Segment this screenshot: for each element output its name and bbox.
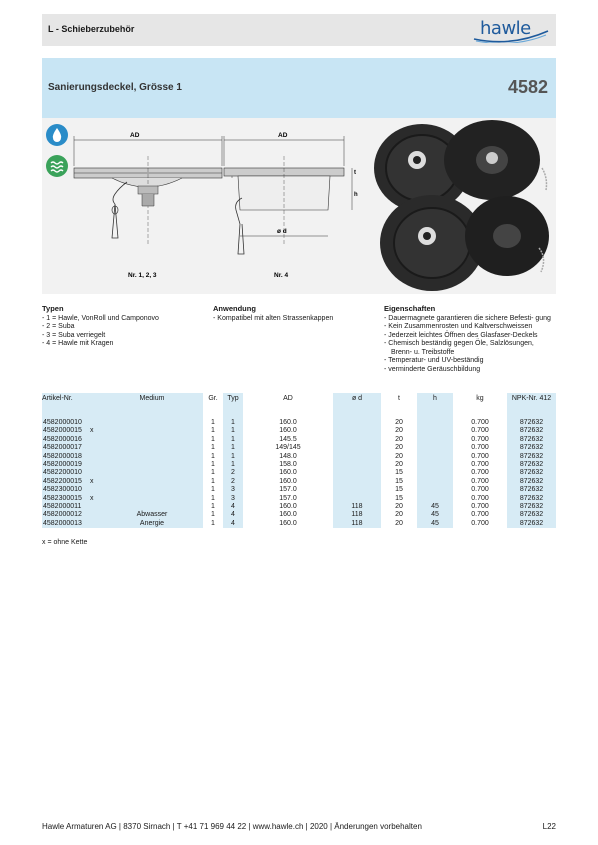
- footer-text: Hawle Armaturen AG | 8370 Sirnach | T +41 71 969 44 22 | www.hawle.ch | 2020 | Änderungen vorbehalten: [42, 822, 422, 831]
- table-cell: 4582000013: [42, 520, 89, 528]
- table-cell: 4582000016: [42, 436, 89, 444]
- typen-heading: Typen: [42, 304, 64, 313]
- table-cell: 1: [211, 444, 215, 452]
- table-cell: 45: [417, 520, 453, 528]
- table-cell: 4582000011: [42, 503, 89, 511]
- table-cell: [89, 436, 101, 444]
- table-cell: 20: [395, 419, 403, 426]
- table-row: [42, 453, 556, 461]
- table-cell: 1: [223, 453, 243, 461]
- typen-item: - 4 = Hawle mit Kragen: [42, 340, 202, 349]
- table-cell: [101, 469, 203, 477]
- col-gr: Gr.: [208, 395, 218, 402]
- table-cell: 0.700: [471, 461, 489, 469]
- table-cell: 157.0: [279, 486, 297, 494]
- table-cell: 872632: [507, 469, 556, 477]
- table-cell: [101, 427, 203, 435]
- table-cell: 1: [211, 511, 215, 519]
- table-cell: 0.700: [471, 494, 489, 502]
- table-row: [42, 520, 556, 528]
- table-cell: Anergie: [101, 520, 203, 528]
- table-cell: 15: [395, 486, 403, 494]
- table-cell: 1: [211, 452, 215, 460]
- table-cell: 1: [223, 427, 243, 435]
- table-cell: 15: [395, 469, 403, 477]
- eigenschaften-item: - verminderte Geräuschbildung: [384, 366, 556, 375]
- table-cell: [417, 453, 453, 461]
- page-footer: [42, 822, 556, 831]
- table-cell: 872632: [507, 495, 556, 503]
- col-typ: Typ: [223, 393, 243, 419]
- page-number: L22: [542, 822, 556, 831]
- table-cell: [89, 461, 101, 469]
- table-cell: [417, 419, 453, 427]
- table-cell: [417, 478, 453, 486]
- table-cell: 0.700: [471, 486, 489, 494]
- table-cell: [333, 486, 381, 494]
- table-cell: 1: [211, 519, 215, 527]
- table-cell: [417, 469, 453, 477]
- eigenschaften-item: - Dauermagnete garantieren die sichere Befesti- gung: [384, 315, 556, 324]
- table-cell: 4582300010: [42, 486, 89, 494]
- table-cell: [101, 461, 203, 469]
- table-cell: 45: [417, 511, 453, 519]
- table-cell: 4582000017: [42, 444, 89, 452]
- table-cell: 20: [395, 511, 403, 519]
- table-row: [42, 419, 556, 427]
- table-cell: 1: [211, 461, 215, 469]
- table-cell: 0.700: [471, 503, 489, 511]
- table-cell: [417, 461, 453, 469]
- table-row: [42, 486, 556, 494]
- table-cell: 0.700: [471, 427, 489, 435]
- table-cell: 0.700: [471, 511, 489, 519]
- table-cell: 149/145: [275, 444, 301, 452]
- table-cell: 0.700: [471, 419, 489, 426]
- col-flag: [89, 393, 101, 419]
- typen-item: - 3 = Suba verriegelt: [42, 332, 202, 341]
- table-cell: 3: [223, 486, 243, 494]
- table-cell: 2: [223, 478, 243, 486]
- table-cell: 20: [395, 461, 403, 469]
- table-cell: [333, 444, 381, 452]
- anwendung-column: [213, 305, 373, 323]
- table-cell: [101, 503, 203, 511]
- eigenschaften-item: - Jederzeit leichtes Öffnen des Glasfaser-Deckels: [384, 332, 556, 341]
- table-cell: 1: [223, 444, 243, 452]
- table-cell: 0.700: [471, 477, 489, 485]
- col-npk: NPK-Nr. 412: [507, 393, 556, 419]
- table-cell: [333, 469, 381, 477]
- col-h: h: [417, 393, 453, 419]
- table-cell: 20: [395, 444, 403, 452]
- wastewater-waves-icon: [46, 155, 68, 177]
- table-cell: [333, 436, 381, 444]
- table-cell: 4582000010: [42, 419, 89, 427]
- table-row: [42, 436, 556, 444]
- eigenschaften-item: - Chemisch beständig gegen Öle, Salzlösungen, Brenn- u. Treibstoffe: [384, 340, 556, 357]
- col-t: t: [398, 395, 400, 402]
- table-cell: 872632: [507, 511, 556, 519]
- table-cell: 45: [417, 503, 453, 511]
- col-artikel: Artikel-Nr.: [42, 393, 89, 419]
- table-cell: [101, 444, 203, 452]
- anwendung-item: - Kompatibel mit alten Strassenkappen: [213, 315, 373, 324]
- table-cell: 872632: [507, 461, 556, 469]
- product-banner: [42, 58, 556, 118]
- table-row: [42, 511, 556, 519]
- eigenschaften-item: - Kein Zusammenrosten und Kaltverschweissen: [384, 323, 556, 332]
- table-cell: 160.0: [279, 419, 297, 426]
- product-photo: [367, 118, 556, 294]
- table-cell: [333, 478, 381, 486]
- product-number: 4582: [507, 77, 548, 97]
- table-cell: 0.700: [471, 469, 489, 477]
- table-row: [42, 444, 556, 452]
- table-cell: 160.0: [279, 477, 297, 485]
- table-cell: [333, 453, 381, 461]
- table-cell: 118: [333, 503, 381, 511]
- table-cell: 1: [211, 494, 215, 502]
- table-cell: 160.0: [279, 503, 297, 511]
- product-figure: [42, 118, 556, 294]
- caption-type-4: Nr. 4: [274, 272, 289, 279]
- table-cell: 157.0: [279, 494, 297, 502]
- table-cell: 4582000018: [42, 453, 89, 461]
- table-cell: 0.700: [471, 435, 489, 443]
- table-cell: [333, 419, 381, 427]
- eigenschaften-heading: Eigenschaften: [384, 304, 436, 313]
- table-cell: 4582200015: [42, 478, 89, 486]
- table-cell: x: [89, 478, 101, 486]
- table-cell: 20: [395, 519, 403, 527]
- table-row: [42, 503, 556, 511]
- table-cell: 0.700: [471, 452, 489, 460]
- table-cell: 118: [333, 520, 381, 528]
- table-cell: [417, 486, 453, 494]
- table-cell: 872632: [507, 444, 556, 452]
- table-cell: 4582000012: [42, 511, 89, 519]
- table-cell: 160.0: [279, 427, 297, 435]
- table-cell: 1: [223, 461, 243, 469]
- table-row: [42, 427, 556, 435]
- article-table: [42, 393, 556, 528]
- table-cell: 15: [395, 477, 403, 485]
- table-cell: 3: [223, 495, 243, 503]
- table-cell: 1: [211, 469, 215, 477]
- col-ad: AD: [283, 395, 293, 402]
- table-cell: Abwasser: [101, 511, 203, 519]
- dim-ad-label: AD: [130, 132, 140, 139]
- table-cell: 148.0: [279, 452, 297, 460]
- table-cell: 15: [395, 494, 403, 502]
- table-cell: [333, 495, 381, 503]
- table-cell: 4582200010: [42, 469, 89, 477]
- dim-ad-label-2: AD: [278, 132, 288, 139]
- table-cell: [101, 478, 203, 486]
- table-cell: [333, 461, 381, 469]
- table-cell: [417, 427, 453, 435]
- table-cell: 20: [395, 503, 403, 511]
- table-cell: [89, 486, 101, 494]
- table-cell: 20: [395, 427, 403, 435]
- table-cell: 20: [395, 452, 403, 460]
- table-cell: [101, 495, 203, 503]
- table-cell: 872632: [507, 419, 556, 427]
- table-note: x = ohne Kette: [42, 539, 88, 546]
- table-cell: 2: [223, 469, 243, 477]
- table-cell: [89, 520, 101, 528]
- table-cell: 1: [211, 419, 215, 426]
- col-kg: kg: [476, 395, 484, 402]
- table-cell: 160.0: [279, 519, 297, 527]
- table-cell: 4: [223, 520, 243, 528]
- product-title: Sanierungsdeckel, Grösse 1: [48, 82, 182, 93]
- water-drop-icon: [46, 124, 68, 146]
- table-cell: 1: [211, 503, 215, 511]
- table-cell: 872632: [507, 453, 556, 461]
- table-cell: 872632: [507, 478, 556, 486]
- section-title: L - Schieberzubehör: [48, 24, 135, 34]
- table-cell: 872632: [507, 436, 556, 444]
- table-cell: 0.700: [471, 519, 489, 527]
- table-cell: 1: [211, 486, 215, 494]
- anwendung-heading: Anwendung: [213, 304, 256, 313]
- table-cell: 872632: [507, 427, 556, 435]
- table-row: [42, 461, 556, 469]
- table-cell: [101, 436, 203, 444]
- eigenschaften-item: - Temperatur- und UV-beständig: [384, 357, 556, 366]
- table-cell: 145.5: [279, 435, 297, 443]
- table-cell: [101, 419, 203, 427]
- table-cell: 872632: [507, 486, 556, 494]
- dim-t-label-2: t: [354, 170, 356, 176]
- table-row: [42, 478, 556, 486]
- technical-drawing-type-1-3: [72, 126, 247, 286]
- table-row: [42, 469, 556, 477]
- caption-type-1-3: Nr. 1, 2, 3: [128, 272, 157, 279]
- hawle-logo: hawle: [472, 17, 550, 43]
- typen-item: - 2 = Suba: [42, 323, 202, 332]
- table-cell: [101, 453, 203, 461]
- table-cell: 4582000019: [42, 461, 89, 469]
- table-cell: [333, 427, 381, 435]
- table-cell: 20: [395, 435, 403, 443]
- table-cell: [89, 503, 101, 511]
- table-cell: [101, 486, 203, 494]
- table-cell: [89, 511, 101, 519]
- table-cell: [89, 469, 101, 477]
- dim-od-label: ø d: [277, 228, 287, 235]
- table-cell: [417, 436, 453, 444]
- typen-column: [42, 305, 202, 349]
- table-cell: [417, 444, 453, 452]
- col-od: ø d: [333, 393, 381, 419]
- table-cell: 4: [223, 503, 243, 511]
- table-cell: 1: [211, 435, 215, 443]
- table-cell: [417, 495, 453, 503]
- table-cell: 872632: [507, 503, 556, 511]
- table-cell: [89, 444, 101, 452]
- table-cell: 160.0: [279, 511, 297, 519]
- technical-drawing-type-4: [222, 126, 367, 286]
- section-header: [42, 14, 556, 46]
- table-cell: 158.0: [279, 461, 297, 469]
- table-cell: 4: [223, 511, 243, 519]
- table-cell: [89, 419, 101, 427]
- table-cell: 1: [223, 436, 243, 444]
- table-cell: 4582300015: [42, 495, 89, 503]
- dim-h-label: h: [354, 192, 358, 198]
- table-cell: 0.700: [471, 444, 489, 452]
- table-cell: 872632: [507, 520, 556, 528]
- table-cell: x: [89, 495, 101, 503]
- table-cell: 118: [333, 511, 381, 519]
- table-cell: 1: [211, 477, 215, 485]
- table-row: [42, 495, 556, 503]
- table-cell: 4582000015: [42, 427, 89, 435]
- typen-item: - 1 = Hawle, VonRoll und Camponovo: [42, 315, 202, 324]
- eigenschaften-column: [384, 305, 556, 374]
- table-cell: 1: [223, 419, 243, 427]
- table-cell: 160.0: [279, 469, 297, 477]
- table-cell: [89, 453, 101, 461]
- table-cell: 1: [211, 427, 215, 435]
- table-cell: x: [89, 427, 101, 435]
- col-medium: Medium: [101, 393, 203, 419]
